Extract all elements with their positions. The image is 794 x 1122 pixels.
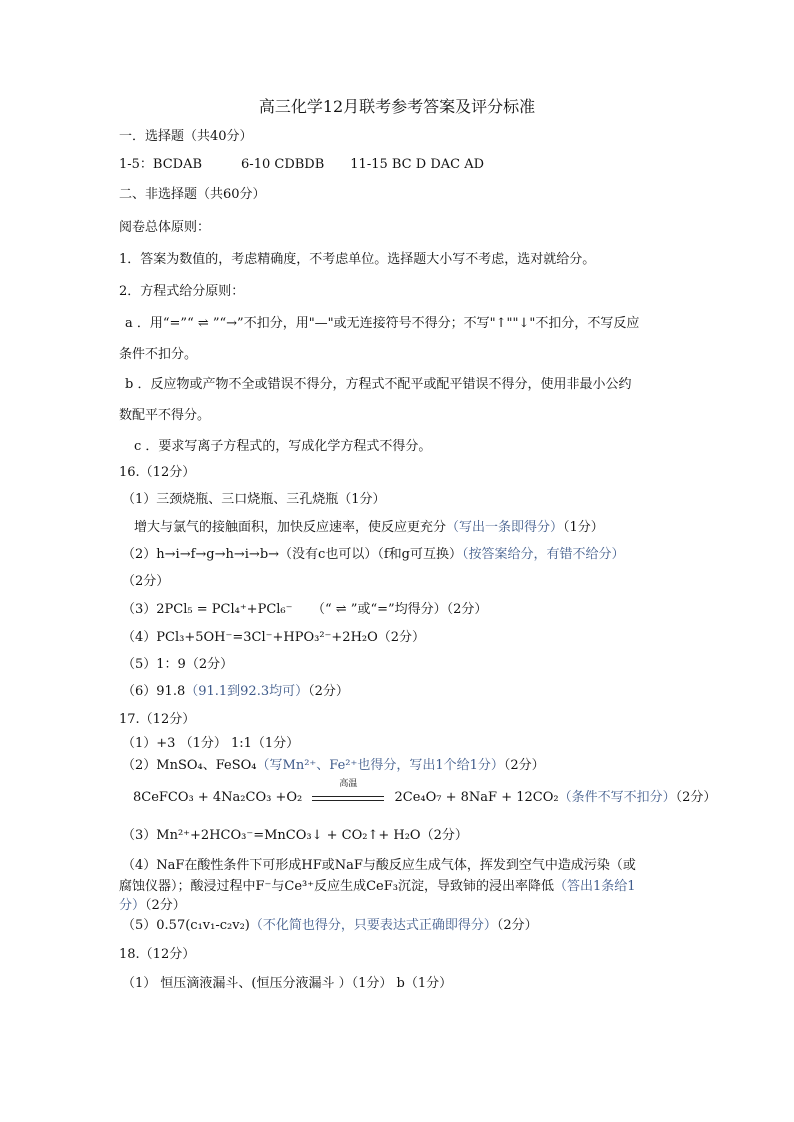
equal-bar-top	[312, 796, 384, 797]
equation-note: （条件不写不扣分）	[558, 790, 676, 805]
q16-answer-5: （5）1：9（2分）	[122, 657, 234, 672]
q17-answer-5-main: （5）0.57(c₁v₁-c₂v₂)	[122, 918, 250, 933]
section-1-heading: 一．选择题（共40分）	[119, 129, 253, 144]
q16-answer-2-main: （2）h→i→f→g→h→i→b→（没有c也可以）（f和g可互换）	[122, 547, 462, 562]
condition-label: 高温	[339, 778, 358, 789]
equation-score: （2分）	[675, 790, 717, 805]
equation-products: 2Ce₄O₇ + 8NaF + 12CO₂	[394, 790, 559, 805]
q17-answer-4-line3-score: （2分）	[145, 898, 186, 913]
q17-answer-4-line1: （4）NaF在酸性条件下可形成HF或NaF与酸反应生成气体，挥发到空气中造成污染（或	[122, 858, 636, 873]
q17-answer-4-line3-note: 分）	[119, 898, 146, 913]
q16-answer-2-note: （按答案给分，有错不给分）	[461, 547, 625, 562]
equal-bar-bottom	[312, 800, 384, 801]
q17-answer-5-note: （不化简也得分，只要表达式正确即得分）	[249, 918, 497, 933]
q17-answer-5-score: （2分）	[496, 918, 538, 933]
q16-answer-6-note: （91.1到92.3均可）	[185, 684, 309, 699]
q18-heading: 18.（12分）	[119, 947, 196, 962]
q17-answer-4-line2-main: 腐蚀仪器）；酸浸过程中F⁻与Ce³⁺反应生成CeF₃沉淀，导致铈的浸出率降低	[119, 879, 554, 894]
equilibrium-sign	[312, 778, 384, 805]
q17-heading: 17.（12分）	[119, 712, 196, 727]
page-title: 高三化学12月联考参考答案及评分标准	[258, 97, 536, 116]
q16-answer-4: （4）PCl₃+5OH⁻=3Cl⁻+HPO₃²⁻+2H₂O（2分）	[122, 630, 426, 645]
q16-answer-6	[122, 682, 349, 702]
principle-1: 1．答案为数值的，考虑精确度，不考虑单位。选择题大小写不考虑，选对就给分。	[119, 252, 596, 267]
q16-answer-1b-note: （写出一条即得分）	[446, 520, 564, 535]
q16-answer-6-main: （6）91.8	[122, 684, 186, 699]
q16-answer-2-score: （2分）	[122, 574, 170, 589]
section-2-heading: 二、非选择题（共60分）	[119, 187, 266, 202]
q16-answer-1b-score: （1分）	[563, 520, 604, 535]
choice-answers: 1-5：BCDAB 6-10 CDBDB 11-15 BC D DAC AD	[119, 157, 485, 172]
q17-answer-3: （3）Mn²⁺+2HCO₃⁻=MnCO₃↓ + CO₂↑+ H₂O（2分）	[122, 828, 468, 843]
q17-answer-2-note: （写Mn²⁺、Fe²⁺也得分，写出1个给1分）	[256, 758, 504, 773]
q16-answer-6-score: （2分）	[308, 684, 349, 699]
q18-answer-1: （1） 恒压滴液漏斗、(恒压分液漏斗 ）（1分） b（1分）	[122, 976, 453, 991]
q17-answer-2	[122, 756, 545, 776]
q17-answer-4-line2	[119, 877, 636, 897]
q16-answer-1b-main: 增大与氯气的接触面积，加快反应速率，使反应更充分	[134, 520, 447, 535]
q17-equation	[133, 778, 717, 808]
principles-heading: 阅卷总体原则：	[119, 220, 211, 235]
principle-c: c ．要求写离子方程式的，写成化学方程式不得分。	[134, 439, 432, 454]
principle-b-line2: 数配平不得分。	[119, 408, 211, 423]
q17-answer-5	[122, 916, 538, 936]
principle-a-line1: a ．用“=”“ ⇌ ”“→”不扣分，用"—"或无连接符号不得分；不写"↑""↓"不扣分，不写反应	[125, 316, 640, 331]
q16-answer-1b	[134, 518, 604, 538]
q17-answer-2-score: （2分）	[503, 758, 545, 773]
principle-b-line1: b ．反应物或产物不全或错误不得分，方程式不配平或配平错误不得分，使用非最小公约	[125, 377, 632, 392]
q16-answer-3: （3）2PCl₅ = PCl₄⁺+PCl₆⁻ （“ ⇌ ”或“=”均得分）（2分）	[122, 602, 488, 617]
principle-2: 2．方程式给分原则：	[119, 284, 245, 299]
q17-answer-4-line2-note: （答出1条给1	[553, 879, 636, 894]
q17-answer-4-line3	[119, 896, 186, 916]
q16-heading: 16.（12分）	[119, 465, 196, 480]
q17-answer-1: （1）+3 （1分） 1:1（1分）	[122, 736, 300, 751]
q16-answer-1: （1）三颈烧瓶、三口烧瓶、三孔烧瓶（1分）	[122, 492, 386, 507]
principle-a-line2: 条件不扣分。	[119, 347, 198, 362]
q16-answer-2	[122, 545, 624, 565]
q17-answer-2-main: （2）MnSO₄、FeSO₄	[122, 758, 257, 773]
equation-reactants: 8CeFCO₃ + 4Na₂CO₃ +O₂	[133, 790, 303, 805]
